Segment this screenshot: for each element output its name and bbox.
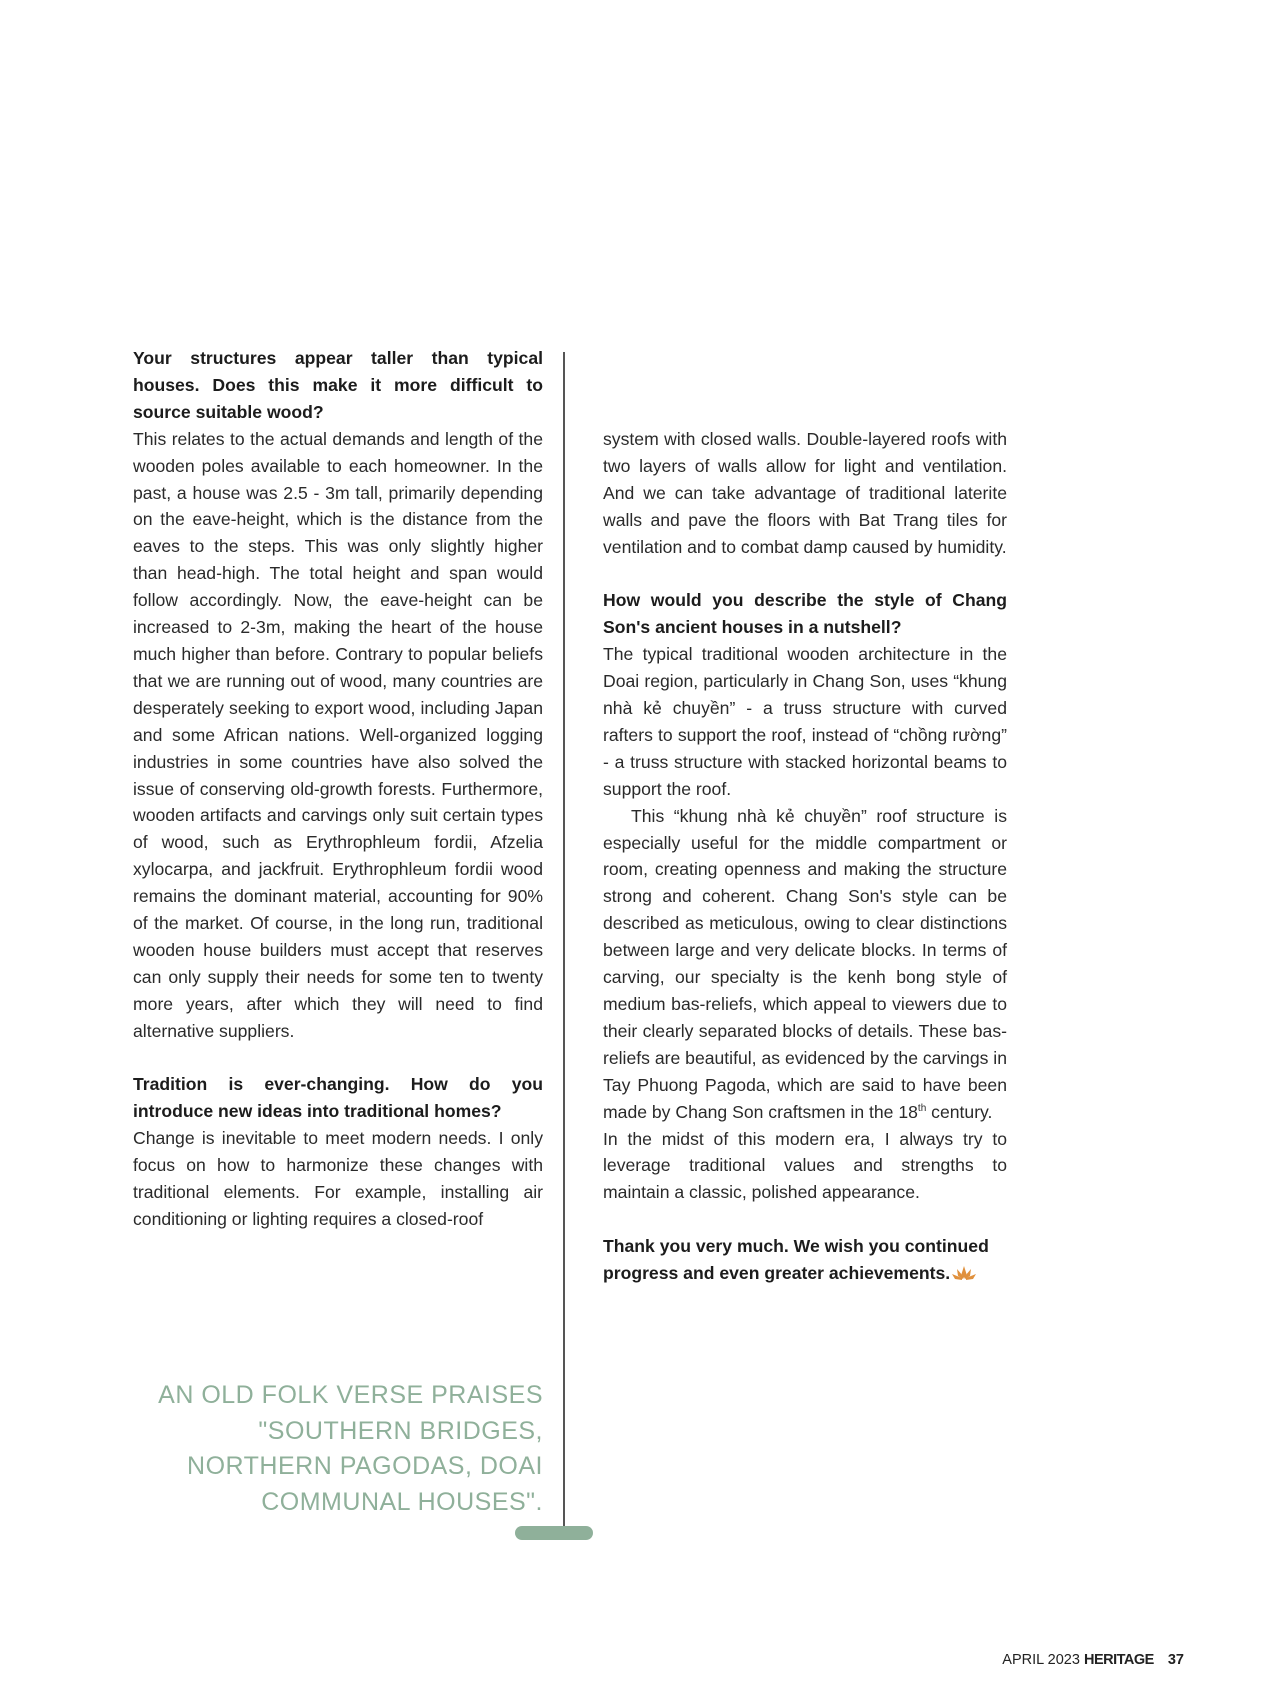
answer-3-paragraph-2-text: This “khung nhà kẻ chuyền” roof structure is especially useful for the middle compartment or room, creating openness and making the structure strong and coherent. Chang Son's style can be described as meticulous, owing to clear distinctions between large and very delicate blocks. In terms of carving, our specialty is the kenh bong style of medium bas-reliefs, which appeal to viewers due to their clearly separated blocks of details. These bas-reliefs are beautiful, as evidenced by the carvings in Tay Phuong Pagoda, which are said to have been made by Chang Son craftsmen in the 18: [603, 805, 1007, 1122]
answer-2-continued: system with closed walls. Double-layered roofs with two layers of walls allow for light and ventilation. And we can take advantage of traditional laterite walls and pave the floors with Bat Trang tiles for ventilation and to combat damp caused by humidity.: [603, 429, 1007, 557]
divider-cap: [515, 1526, 593, 1540]
page-footer: [1002, 1652, 1184, 1668]
pull-quote-line-1: AN OLD FOLK VERSE PRAISES: [158, 1381, 543, 1409]
page-number: 37: [1167, 1652, 1184, 1668]
answer-3-paragraph-3: In the midst of this modern era, I always try to leverage traditional values and strengths to maintain a classic, polished appearance.: [603, 1128, 1007, 1203]
answer-1: This relates to the actual demands and length of the wooden poles available to each homeowner. In the past, a house was 2.5 - 3m tall, primarily depending on the eave-height, which is the distance from the eaves to the steps. This was only slightly higher than head-high. The total height and span would follow accordingly. Now, the eave-height can be increased to 2-3m, making the heart of the house much higher than before. Contrary to popular beliefs that we are running out of wood, many countries are desperately seeking to export wood, including Japan and some African nations. Well-organized logging industries in some countries have also solved the issue of conserving old-growth forests. Furthermore, wooden artifacts and carvings only suit certain types of wood, such as Erythrophleum fordii, Afzelia xylocarpa, and jackfruit. Erythrophleum fordii wood remains the dominant material, accounting for 90% of the market. Of course, in the long run, traditional wooden house builders must accept that reserves can only supply their needs for some ten to twenty more years, after which they will need to find alternative suppliers.: [133, 428, 543, 1041]
answer-2: Change is inevitable to meet modern needs. I only focus on how to harmonize these changes with traditional elements. For example, installing air conditioning or lighting requires a closed-roof: [133, 1128, 543, 1229]
issue-date: APRIL 2023: [1002, 1652, 1080, 1668]
closing-remark: [603, 1233, 1007, 1287]
pull-quote: [120, 1378, 543, 1520]
closing-text: Thank you very much. We wish you continued progress and even greater achievements.: [603, 1236, 989, 1284]
question-2: Tradition is ever-changing. How do you introduce new ideas into traditional homes?: [133, 1074, 543, 1122]
pull-quote-line-2: "SOUTHERN BRIDGES,: [258, 1416, 543, 1445]
ordinal-suffix: th: [917, 1102, 927, 1114]
column-divider: [563, 352, 565, 1529]
right-column: [603, 426, 1007, 1287]
left-column: [133, 345, 543, 1233]
lotus-icon: [952, 1265, 976, 1281]
question-3: How would you describe the style of Chang Son's ancient houses in a nutshell?: [603, 590, 1007, 638]
question-1: Your structures appear taller than typical houses. Does this make it more difficult to source suitable wood?: [133, 348, 543, 422]
answer-3-paragraph-1: The typical traditional wooden architecture in the Doai region, particularly in Chang Son, uses “khung nhà kẻ chuyền” - a truss structure with curved rafters to support the roof, instead of “chồng rường” - a truss structure with stacked horizontal beams to support the roof.: [603, 644, 1007, 799]
answer-3-paragraph-2: [603, 803, 1007, 1126]
answer-3-paragraph-2-end: century.: [926, 1101, 993, 1122]
magazine-name: HERITAGE: [1083, 1652, 1154, 1668]
pull-quote-line-4: COMMUNAL HOUSES".: [261, 1487, 543, 1516]
pull-quote-line-3: NORTHERN PAGODAS, DOAI: [187, 1452, 543, 1480]
